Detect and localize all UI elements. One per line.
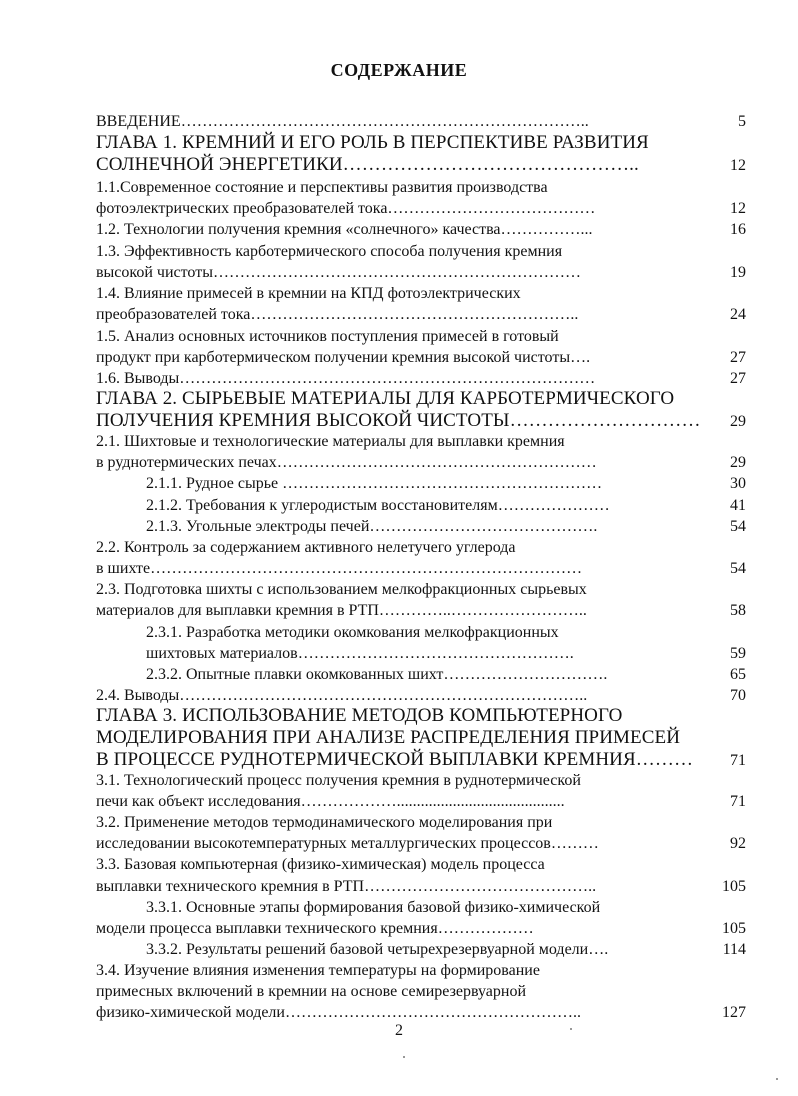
toc-entry-line: фотоэлектрических преобразователей тока………………………………… xyxy=(96,200,596,217)
toc-page-ref: 54 xyxy=(730,560,746,577)
toc-page-ref: 27 xyxy=(730,349,746,366)
toc-entry-line: 1.6. Выводы…………………………………………………………………… xyxy=(96,370,596,387)
toc-entry-line: в руднотермических печах…………………………………………………… xyxy=(96,454,597,471)
toc-page-ref: 92 xyxy=(730,835,746,852)
toc-page-ref: 70 xyxy=(730,687,746,704)
scan-speck xyxy=(403,1056,405,1058)
toc-entry-line: ВВЕДЕНИЕ………………………………………………………………….. xyxy=(96,113,589,130)
toc-chapter-line: МОДЕЛИРОВАНИЯ ПРИ АНАЛИЗЕ РАСПРЕДЕЛЕНИЯ ПРИМЕСЕЙ xyxy=(96,727,681,748)
toc-page-ref: 71 xyxy=(730,752,746,769)
toc-subentry-line: 2.1.3. Угольные электроды печей……………………………………. xyxy=(146,518,598,535)
toc-subentry-line: 2.3.1. Разработка методики окомкования мелкофракционных xyxy=(146,624,559,641)
toc-page-ref: 54 xyxy=(730,518,746,535)
toc-subentry-line: 2.3.2. Опытные плавки окомкованных шихт…………………………. xyxy=(146,666,608,683)
toc-page-ref: 24 xyxy=(730,306,746,323)
toc-page-ref: 127 xyxy=(722,1004,746,1021)
toc-chapter-line: В ПРОЦЕССЕ РУДНОТЕРМИЧЕСКОЙ ВЫПЛАВКИ КРЕМНИЯ……… xyxy=(96,749,694,770)
toc-entry-line: 2.1. Шихтовые и технологические материалы для выплавки кремния xyxy=(96,433,565,450)
toc-page-ref: 41 xyxy=(730,497,746,514)
toc-entry-line: 3.4. Изучение влияния изменения температуры на формирование xyxy=(96,962,540,979)
toc-page-ref: 114 xyxy=(722,941,746,958)
toc-entry-line: 3.2. Применение методов термодинамического моделирования при xyxy=(96,814,553,831)
toc-entry-line: 1.3. Эффективность карботермического способа получения кремния xyxy=(96,243,563,260)
toc-entry-line: 1.1.Современное состояние и перспективы развития производства xyxy=(96,179,548,196)
toc-subentry-line: шихтовых материалов……………………………………………. xyxy=(146,645,574,662)
scan-speck xyxy=(776,1078,778,1080)
toc-chapter-line: ГЛАВА 2. СЫРЬЕВЫЕ МАТЕРИАЛЫ ДЛЯ КАРБОТЕРМИЧЕСКОГО xyxy=(96,388,675,409)
toc-page-ref: 29 xyxy=(730,454,746,471)
toc-page-ref: 105 xyxy=(722,878,746,895)
toc-subentry-line: 3.3.1. Основные этапы формирования базовой физико-химической xyxy=(146,899,601,916)
toc-entry-line: высокой чистоты…………………………………………………………… xyxy=(96,264,581,281)
scan-speck xyxy=(570,1028,572,1030)
toc-page-ref: 27 xyxy=(730,370,746,387)
toc-entry-line: выплавки технического кремния в РТП…………………………………….. xyxy=(96,878,597,895)
toc-entry-line: преобразователей тока…………………………………………………….. xyxy=(96,306,579,323)
page-number: 2 xyxy=(395,1022,403,1039)
toc-entry-line: физико-химической модели……………………………………………….. xyxy=(96,1004,581,1021)
toc-page-ref: 71 xyxy=(730,793,746,810)
toc-page-ref: 12 xyxy=(730,157,746,174)
toc-page-ref: 30 xyxy=(730,475,746,492)
toc-entry-line: 1.2. Технологии получения кремния «солнечного» качества……………... xyxy=(96,221,593,238)
toc-chapter-line: ГЛАВА 1. КРЕМНИЙ И ЕГО РОЛЬ В ПЕРСПЕКТИВЕ РАЗВИТИЯ xyxy=(96,132,649,153)
toc-entry-line: материалов для выплавки кремния в РТП…………..…………………….. xyxy=(96,602,587,619)
toc-page-ref: 16 xyxy=(730,221,746,238)
toc-entry-line: 3.3. Базовая компьютерная (физико-химическая) модель процесса xyxy=(96,856,545,873)
toc-chapter-line: ПОЛУЧЕНИЯ КРЕМНИЯ ВЫСОКОЙ ЧИСТОТЫ………………………… xyxy=(96,410,701,431)
toc-chapter-line: СОЛНЕЧНОЙ ЭНЕРГЕТИКИ……………………………………….. xyxy=(96,154,639,175)
toc-entry-line: 1.5. Анализ основных источников поступления примесей в готовый xyxy=(96,328,559,345)
toc-page-ref: 105 xyxy=(722,920,746,937)
toc-subentry-line: 2.1.1. Рудное сырье …………………………………………………… xyxy=(146,475,603,492)
toc-entry-line: 1.4. Влияние примесей в кремнии на КПД фотоэлектрических xyxy=(96,285,521,302)
toc-entry-line: продукт при карботермическом получении кремния высокой чистоты…. xyxy=(96,349,591,366)
toc-chapter-line: ГЛАВА 3. ИСПОЛЬЗОВАНИЕ МЕТОДОВ КОМПЬЮТЕРНОГО xyxy=(96,705,623,726)
toc-page-ref: 65 xyxy=(730,666,746,683)
toc-entry-line: 2.2. Контроль за содержанием активного нелетучего углерода xyxy=(96,539,516,556)
toc-entry-line: 2.4. Выводы………………………………………………………………….. xyxy=(96,687,588,704)
toc-page-ref: 12 xyxy=(730,200,746,217)
toc-subentry-line: модели процесса выплавки технического кремния……………… xyxy=(96,920,534,937)
toc-page-ref: 58 xyxy=(730,602,746,619)
toc-entry-line: 2.3. Подготовка шихты с использованием мелкофракционных сырьевых xyxy=(96,581,587,598)
toc-subentry-line: 2.1.2. Требования к углеродистым восстановителям………………… xyxy=(146,497,610,514)
page-title: СОДЕРЖАНИЕ xyxy=(330,60,468,80)
toc-subentry-line: 3.3.2. Результаты решений базовой четырехрезервуарной модели…. xyxy=(146,941,609,958)
toc-entry-line: печи как объект исследования……………….......................................... xyxy=(96,793,565,810)
toc-page-ref: 29 xyxy=(730,413,746,430)
toc-entry-line: исследовании высокотемпературных металлургических процессов……… xyxy=(96,835,599,852)
toc-entry-line: примесных включений в кремнии на основе семирезервуарной xyxy=(96,983,527,1000)
toc-entry-line: 3.1. Технологический процесс получения кремния в руднотермической xyxy=(96,772,581,789)
toc-page-ref: 19 xyxy=(730,264,746,281)
toc-page-ref: 59 xyxy=(730,645,746,662)
toc-page-ref: 5 xyxy=(738,113,746,130)
toc-entry-line: в шихте……………………………………………………………………… xyxy=(96,560,583,577)
